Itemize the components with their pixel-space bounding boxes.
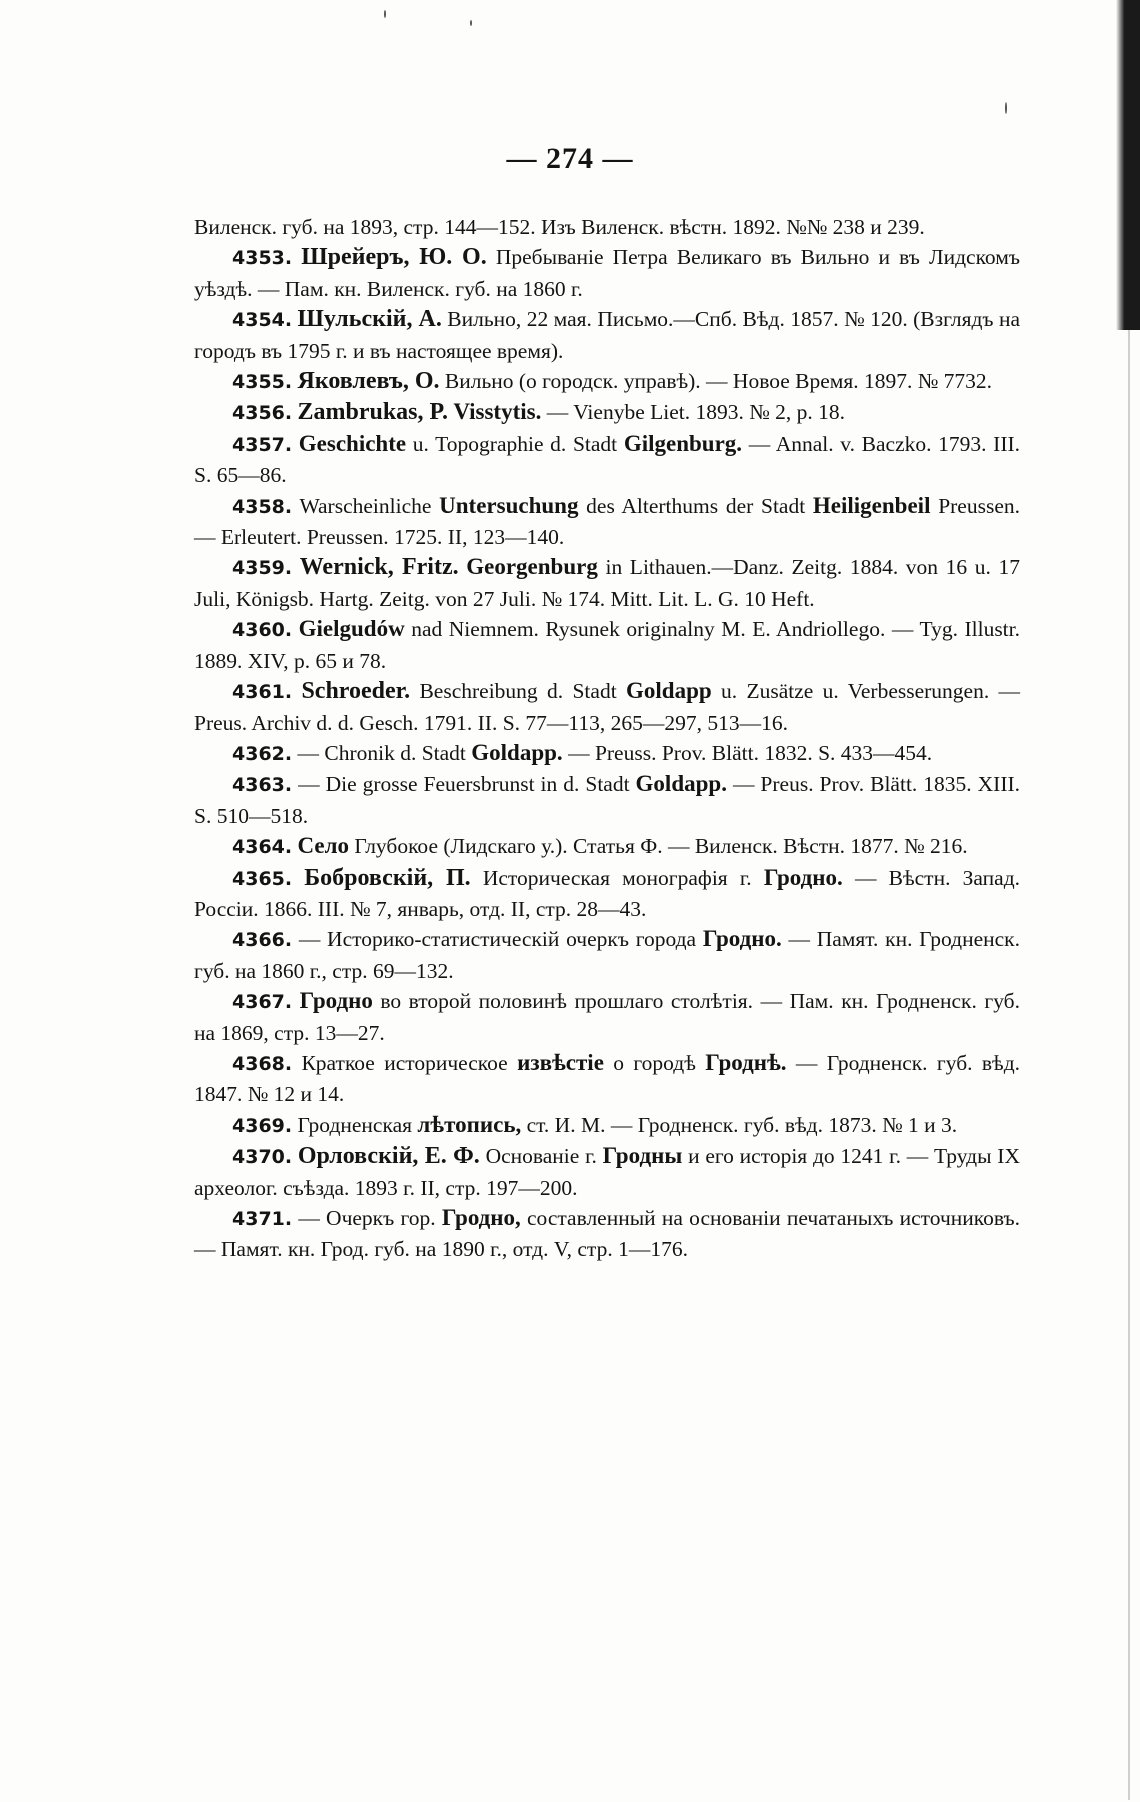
entry-number: 4355.	[232, 371, 293, 394]
entry-keyword: Гродно.	[702, 926, 782, 952]
entry-number: 4370.	[232, 1146, 293, 1169]
entry-author: Zambrukas, P.	[297, 399, 448, 426]
entry-text: Гродненская	[297, 1112, 413, 1137]
entry-text: ст. И. М. — Гродненск. губ. вѣд. 1873. № 1 и 3.	[526, 1112, 958, 1137]
entry-4367	[194, 986, 1020, 1048]
entry-text: — Preuss. Prov. Blätt. 1832. S. 433—454.	[568, 740, 933, 765]
entry-number: 4354.	[232, 309, 293, 332]
bibliography-text	[194, 212, 1020, 1265]
entry-number: 4358.	[232, 495, 293, 518]
entry-author: Wernick, Fritz.	[299, 554, 459, 581]
entry-author: Schroeder.	[301, 678, 411, 705]
entry-text: Глубокое (Лидскаго у.). Статья Ф. — Виленск. Вѣстн. 1877. № 216.	[354, 834, 968, 859]
entry-keyword: Goldapp.	[471, 739, 563, 765]
entry-4371	[194, 1203, 1020, 1265]
entry-4361	[194, 676, 1020, 738]
entry-text: in Lithauen.—Danz. Zeitg. 1884. von 16 u. 17 Juli, Königsb. Hartg. Zeitg. von 27 Juli. № 174. Mitt. Lit. L. G. 10 Heft.	[194, 555, 1021, 611]
entry-number: 4359.	[232, 557, 293, 580]
entry-text: — Гродненск. губ. вѣд. 1847. № 12 и 14.	[194, 1050, 1021, 1107]
entry-text: — Памят. кн. Гродненск. губ. на 1860 г., стр. 69—132.	[194, 927, 1020, 983]
entry-number: 4362.	[232, 742, 293, 765]
entry-keyword: Heiligenbeil	[812, 492, 931, 518]
scan-speck	[1005, 102, 1007, 114]
entry-4354	[194, 304, 1020, 366]
entry-keyword: Село	[297, 833, 349, 859]
entry-4356	[194, 397, 1020, 428]
entry-author: Шульскій, А.	[297, 306, 442, 333]
entry-text: — Vienybe Liet. 1893. № 2, p. 18.	[546, 400, 845, 425]
entry-4359	[194, 552, 1020, 614]
entry-keyword: извѣстіе	[517, 1049, 604, 1075]
entry-number: 4356.	[232, 402, 293, 425]
entry-number: 4353.	[232, 247, 293, 270]
entry-text: Вильно (о городск. управѣ). — Новое Время. 1897. № 7732.	[444, 369, 993, 394]
entry-number: 4363.	[232, 774, 293, 797]
entry-keyword: Georgenburg	[466, 554, 598, 580]
entry-text: о городѣ	[613, 1050, 696, 1075]
entry-text: во второй половинѣ прошлаго столѣтія. — Пам. кн. Гродненск. губ. на 1869, стр. 13—27.	[194, 989, 1020, 1045]
entry-text: Warscheinliche	[299, 493, 432, 518]
entry-author: Яковлевъ, О.	[297, 368, 440, 395]
entry-text: Preussen. — Erleutert. Preussen. 1725. II, 123—140.	[194, 493, 1020, 550]
entry-text: — Preus. Prov. Blätt. 1835. XIII. S. 510—518.	[194, 772, 1021, 828]
entry-keyword: Goldapp	[626, 678, 712, 704]
entry-keyword: Гродны	[602, 1143, 683, 1169]
entry-number: 4371.	[232, 1208, 293, 1230]
entry-text: составленный на основаніи печатаныхъ источниковъ. — Памят. кн. Грод. губ. на 1890 г., отд. V, стр. 1—176.	[194, 1206, 1020, 1262]
entry-keyword: Visstytis.	[453, 399, 542, 425]
entry-number: 4366.	[232, 929, 293, 952]
entry-number: 4357.	[232, 433, 293, 456]
entry-text: u. Topographie d. Stadt	[412, 431, 618, 456]
entry-keyword: Гродно	[299, 988, 373, 1014]
entry-author: Бобровскій, П.	[304, 864, 471, 891]
entry-number: 4367.	[232, 991, 293, 1014]
entry-4369	[194, 1110, 1020, 1141]
entry-text: des Alterthums der Stadt	[586, 493, 806, 518]
entry-4370	[194, 1141, 1020, 1203]
entry-4365	[194, 863, 1020, 925]
entry-text: — Annal. v. Baczko. 1793. III. S. 65—86.	[194, 431, 1021, 488]
entry-keyword: Geschichte	[298, 430, 407, 456]
entry-number: 4360.	[232, 619, 293, 642]
entry-4362	[194, 738, 1020, 769]
entry-text: nad Niemnem. Rysunek originalny M. E. Andriollego. — Tyg. Illustr. 1889. XIV, p. 65 и 78.	[194, 617, 1021, 673]
entry-keyword: Gielgudów	[298, 616, 405, 642]
entry-keyword: Untersuchung	[439, 492, 579, 518]
entry-keyword: Goldapp.	[635, 771, 727, 797]
entry-text: — Очеркъ гор.	[298, 1206, 436, 1230]
entry-number: 4361.	[232, 681, 293, 704]
entry-keyword: Гродно,	[441, 1205, 521, 1230]
entry-text: Основаніе г.	[485, 1144, 597, 1169]
entry-4363	[194, 769, 1020, 831]
intro-paragraph: Виленск. губ. на 1893, стр. 144—152. Изъ Виленск. вѣстн. 1892. №№ 238 и 239.	[194, 215, 925, 239]
entry-4353	[194, 242, 1020, 304]
entry-4358	[194, 491, 1020, 553]
page-edge-line	[1128, 330, 1130, 1800]
scan-speck	[384, 10, 386, 18]
page-number: — 274 —	[506, 142, 634, 175]
entry-text: Пребываніе Петра Великаго въ Вильно и въ Лидскомъ уѣздѣ. — Пам. кн. Виленск. губ. на 1860 г.	[194, 245, 1020, 301]
entry-author: Шрейеръ, Ю. О.	[301, 244, 487, 271]
entry-4368	[194, 1048, 1020, 1110]
entry-text: и его исторія до 1241 г. — Труды IX археолог. съѣзда. 1893 г. II, стр. 197—200.	[194, 1144, 1020, 1200]
entry-4357	[194, 429, 1020, 491]
entry-text: — Chronik d. Stadt	[297, 740, 466, 765]
entry-number: 4368.	[232, 1052, 293, 1075]
entry-4360	[194, 614, 1020, 676]
entry-number: 4365.	[232, 867, 293, 890]
entry-text: — Вѣстн. Запад. Россіи. 1866. III. № 7, январь, отд. II, стр. 28—43.	[194, 865, 1021, 921]
entry-keyword: Гроднѣ.	[705, 1049, 787, 1075]
entry-number: 4364.	[232, 836, 293, 859]
entry-keyword: Гродно.	[763, 864, 843, 890]
entry-number: 4369.	[232, 1114, 293, 1137]
entry-text: Beschreibung d. Stadt	[419, 679, 617, 704]
entry-text: — Die grosse Feuersbrunst in d. Stadt	[298, 772, 630, 797]
entry-4355	[194, 366, 1020, 397]
entry-text: — Историко-статистическій очеркъ города	[298, 927, 697, 952]
entry-4364	[194, 831, 1020, 862]
entry-4366	[194, 924, 1020, 986]
entry-text: u. Zusätze u. Verbesserungen. — Preus. Archiv d. d. Gesch. 1791. II. S. 77—113, 265—297, 513—16.	[194, 679, 1021, 735]
entry-keyword: Gilgenburg.	[623, 430, 743, 456]
entry-author: Орловскій, Е. Ф.	[297, 1143, 480, 1170]
entry-text: Историческая монографія г.	[482, 865, 752, 890]
entry-text: Краткое историческое	[301, 1050, 508, 1075]
entry-keyword: лѣтопись,	[417, 1111, 522, 1137]
entry-text: Вильно, 22 мая. Письмо.—Спб. Вѣд. 1857. № 120. (Взглядъ на городъ въ 1795 г. и въ настоящее время).	[194, 307, 1021, 363]
scan-speck	[470, 20, 472, 26]
